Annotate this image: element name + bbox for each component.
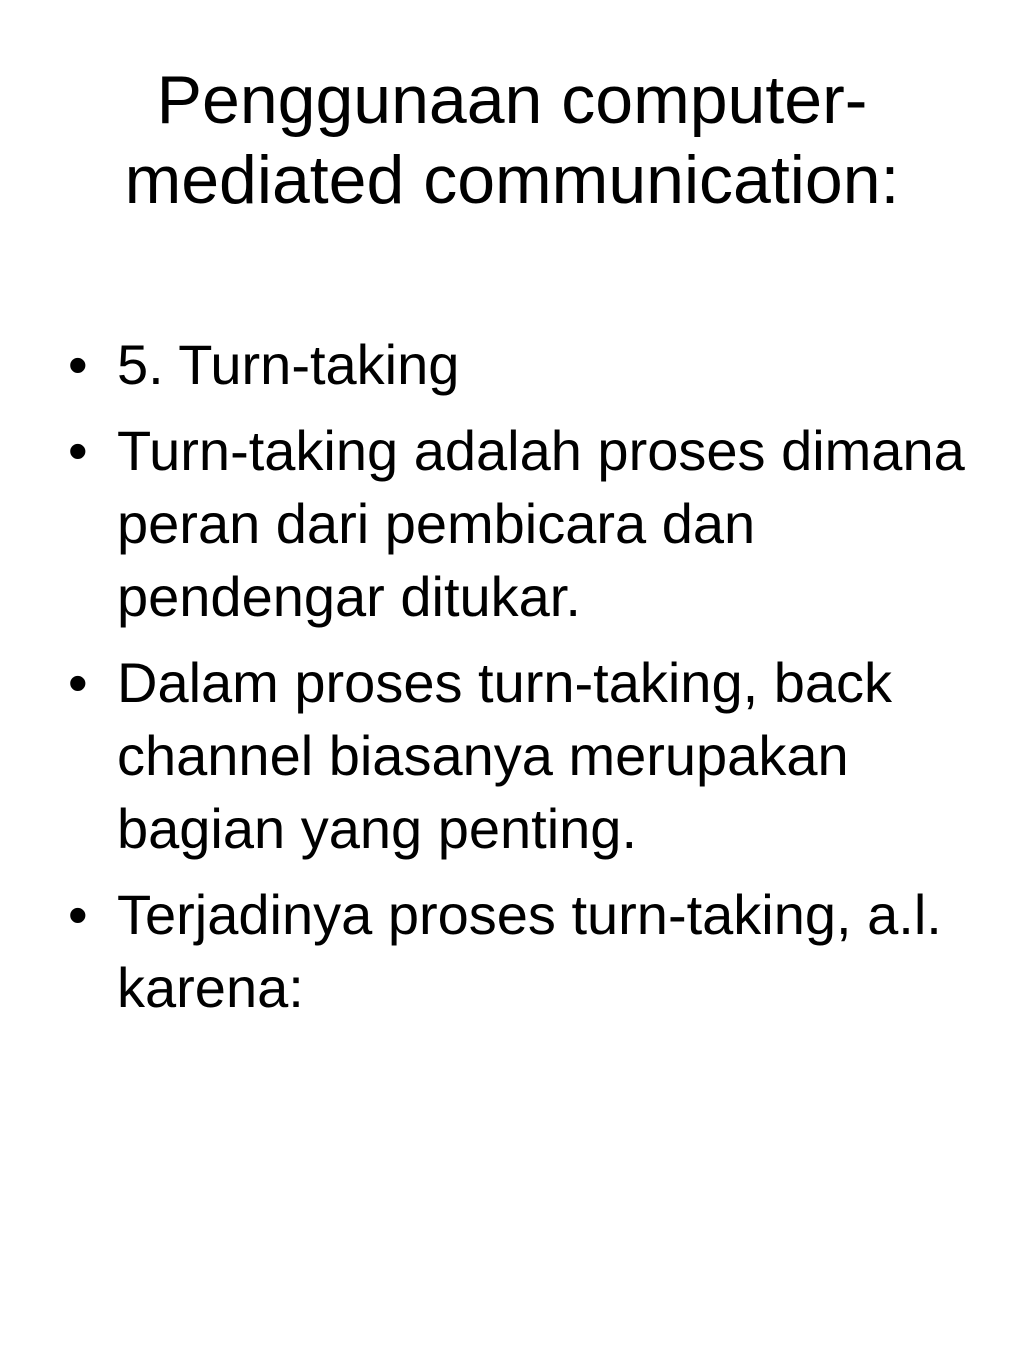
bullet-text: 5. Turn-taking <box>117 333 460 396</box>
bullet-text: Turn-taking adalah proses dimana peran dari pembicara dan pendengar ditukar. <box>117 419 965 628</box>
bullet-list <box>0 328 1024 1037</box>
bullet-dot-icon: • <box>68 651 88 714</box>
slide-title: Penggunaan computer-mediated communication: <box>124 62 900 218</box>
bullet-text: Dalam proses turn-taking, back channel biasanya merupakan bagian yang penting. <box>117 651 893 860</box>
bullet-item <box>0 646 1024 865</box>
bullet-item <box>0 328 1024 401</box>
bullet-text: Terjadinya proses turn-taking, a.l. karena: <box>117 883 942 1019</box>
bullet-dot-icon: • <box>68 883 88 946</box>
bullet-item <box>0 414 1024 633</box>
bullet-dot-icon: • <box>68 333 88 396</box>
bullet-item <box>0 878 1024 1024</box>
bullet-dot-icon: • <box>68 419 88 482</box>
